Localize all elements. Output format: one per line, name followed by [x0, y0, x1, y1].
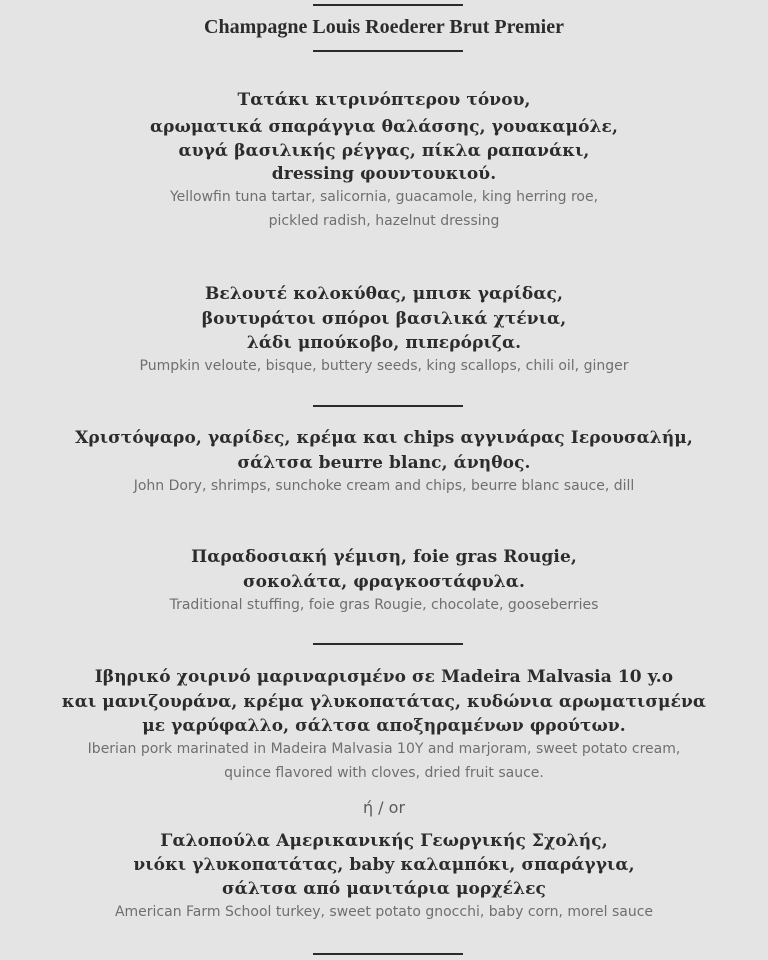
- greek-line: βουτυράτοι σπόροι βασιλικά χτένια,: [201, 309, 567, 329]
- english-line: Pumpkin veloute, bisque, buttery seeds, king scallops, chili oil, ginger: [139, 358, 629, 374]
- divider-bottom: [313, 953, 463, 955]
- greek-line: dressing φουντουκιού.: [271, 164, 497, 184]
- greek-line: σάλτσα beurre blanc, άνηθος.: [237, 453, 531, 473]
- divider: [313, 405, 463, 407]
- greek-line: και μανιζουράνα, κρέμα γλυκοπατάτας, κυδώνια αρωματισμένα: [61, 692, 707, 712]
- divider: [313, 643, 463, 645]
- english-line: quince flavored with cloves, dried fruit sauce.: [224, 765, 544, 781]
- english-line: Yellowfin tuna tartar, salicornia, guacamole, king herring roe,: [169, 189, 599, 205]
- english-line: John Dory, shrimps, sunchoke cream and chips, beurre blanc sauce, dill: [133, 478, 635, 494]
- greek-line: Ιβηρικό χοιρινό μαριναρισμένο σε Madeira Malvasia 10 y.o: [94, 667, 674, 687]
- divider-top: [313, 4, 463, 6]
- or-separator: ή / or: [362, 798, 406, 817]
- greek-line: Παραδοσιακή γέμιση, foie gras Rougie,: [191, 547, 577, 567]
- greek-line: νιόκι γλυκοπατάτας, baby καλαμπόκι, σπαράγγια,: [133, 855, 635, 875]
- english-line: Iberian pork marinated in Madeira Malvasia 10Y and marjoram, sweet potato cream,: [87, 741, 681, 757]
- greek-line: σάλτσα από μανιτάρια μορχέλες: [222, 879, 546, 899]
- greek-line: αρωματικά σπαράγγια θαλάσσης, γουακαμόλε,: [150, 117, 618, 137]
- greek-line: Βελουτέ κολοκύθας, μπισκ γαρίδας,: [204, 284, 564, 304]
- greek-line: αυγά βασιλικής ρέγγας, πίκλα ραπανάκι,: [178, 141, 590, 161]
- english-line: pickled radish, hazelnut dressing: [268, 213, 500, 229]
- divider: [313, 50, 463, 52]
- greek-line: Γαλοπούλα Αμερικανικής Γεωργικής Σχολής,: [160, 831, 608, 851]
- greek-line: Χριστόψαρο, γαρίδες, κρέμα και chips αγγινάρας Ιερουσαλήμ,: [75, 428, 693, 448]
- english-line: Traditional stuffing, foie gras Rougie, chocolate, gooseberries: [169, 597, 599, 613]
- greek-line: με γαρύφαλλο, σάλτσα αποξηραμένων φρούτων.: [142, 716, 626, 736]
- english-line: American Farm School turkey, sweet potato gnocchi, baby corn, morel sauce: [114, 904, 654, 920]
- wine-title: Champagne Louis Roederer Brut Premier: [204, 16, 564, 38]
- greek-line: σοκολάτα, φραγκοστάφυλα.: [243, 572, 525, 592]
- greek-line: λάδι μπούκοβο, πιπερόριζα.: [246, 333, 522, 353]
- greek-line: Τατάκι κιτρινόπτερου τόνου,: [237, 90, 531, 110]
